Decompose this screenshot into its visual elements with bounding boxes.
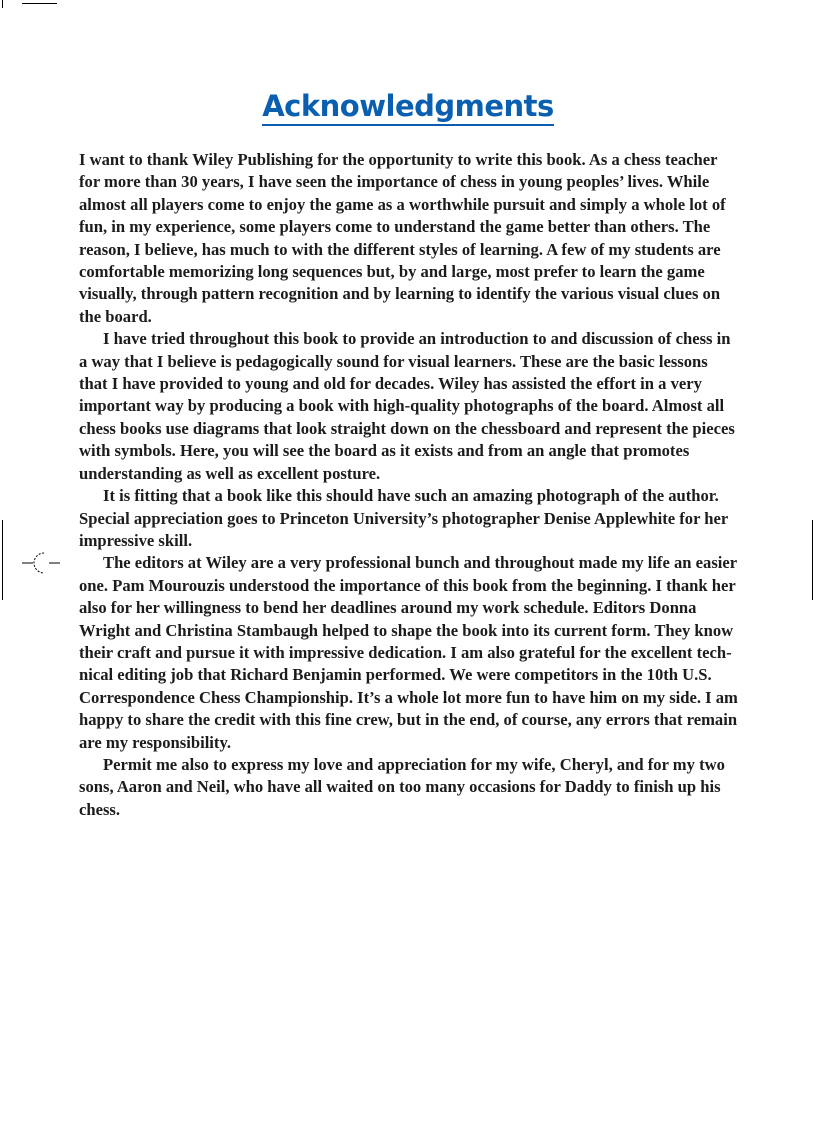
paragraph: The editors at Wiley are a very professional bunch and throughout made my life an easier one. Pam Mourouzis understood the importance of this book from the beginning. I thank her also for her willingness to bend her deadlines around my work schedule. Editors Donna Wright and Christina Stambaugh helped to shape the book into its current form. They know their craft and pursue it with impressive dedication. I am also grateful for the excellent technical editing job that Richard Benjamin performed. We were competitors in the 10th U.S. Correspondence Chess Championship. It’s a whole lot more fun to have him on my side. I am happy to share the credit with this fine crew, but in the end, of course, any errors that remain are my responsibility. xyxy=(79,553,738,752)
paragraph: Permit me also to express my love and appreciation for my wife, Cheryl, and for my two sons, Aaron and Neil, who have all waited on too many occasions for Daddy to finish up his chess. xyxy=(79,754,725,819)
edge-mark-right xyxy=(812,520,813,600)
body-text xyxy=(79,149,739,821)
registration-mark-icon xyxy=(22,550,60,576)
page-title xyxy=(0,88,816,126)
paragraph: I have tried throughout this book to provide an introduction to and discussion of chess in a way that I believe is pedagogically sound for visual learners. These are the basic lessons that I have provided to young and old for decades. Wiley has assisted the effort in a very important way by producing a book with high-quality photographs of the board. Almost all chess books use diagrams that look straight down on the chessboard and represent the pieces with symbols. Here, you will see the board as it exists and from an angle that promotes understanding as well as excellent posture. xyxy=(79,329,735,483)
paragraph: It is fitting that a book like this should have such an amazing photograph of the author. Special appreciation goes to Princeton University’s photographer Denise Applewhite for her impressive skill. xyxy=(79,486,728,550)
page-title-text: Acknowledgments xyxy=(262,88,554,126)
edge-mark-left xyxy=(2,520,3,600)
crop-mark-top xyxy=(22,3,57,4)
paragraph: I want to thank Wiley Publishing for the opportunity to write this book. As a chess teacher for more than 30 years, I have seen the importance of chess in young peoples’ lives. While almost all players come to enjoy the game as a worthwhile pursuit and simply a whole lot of fun, in my experience, some players come to understand the game better than others. The reason, I believe, has much to with the different styles of learning. A few of my students are comfortable memorizing long sequences but, by and large, most prefer to learn the game visually, through pattern recognition and by learning to identify the various visual clues on the board. xyxy=(79,150,726,326)
crop-mark-top-vertical xyxy=(2,0,3,8)
